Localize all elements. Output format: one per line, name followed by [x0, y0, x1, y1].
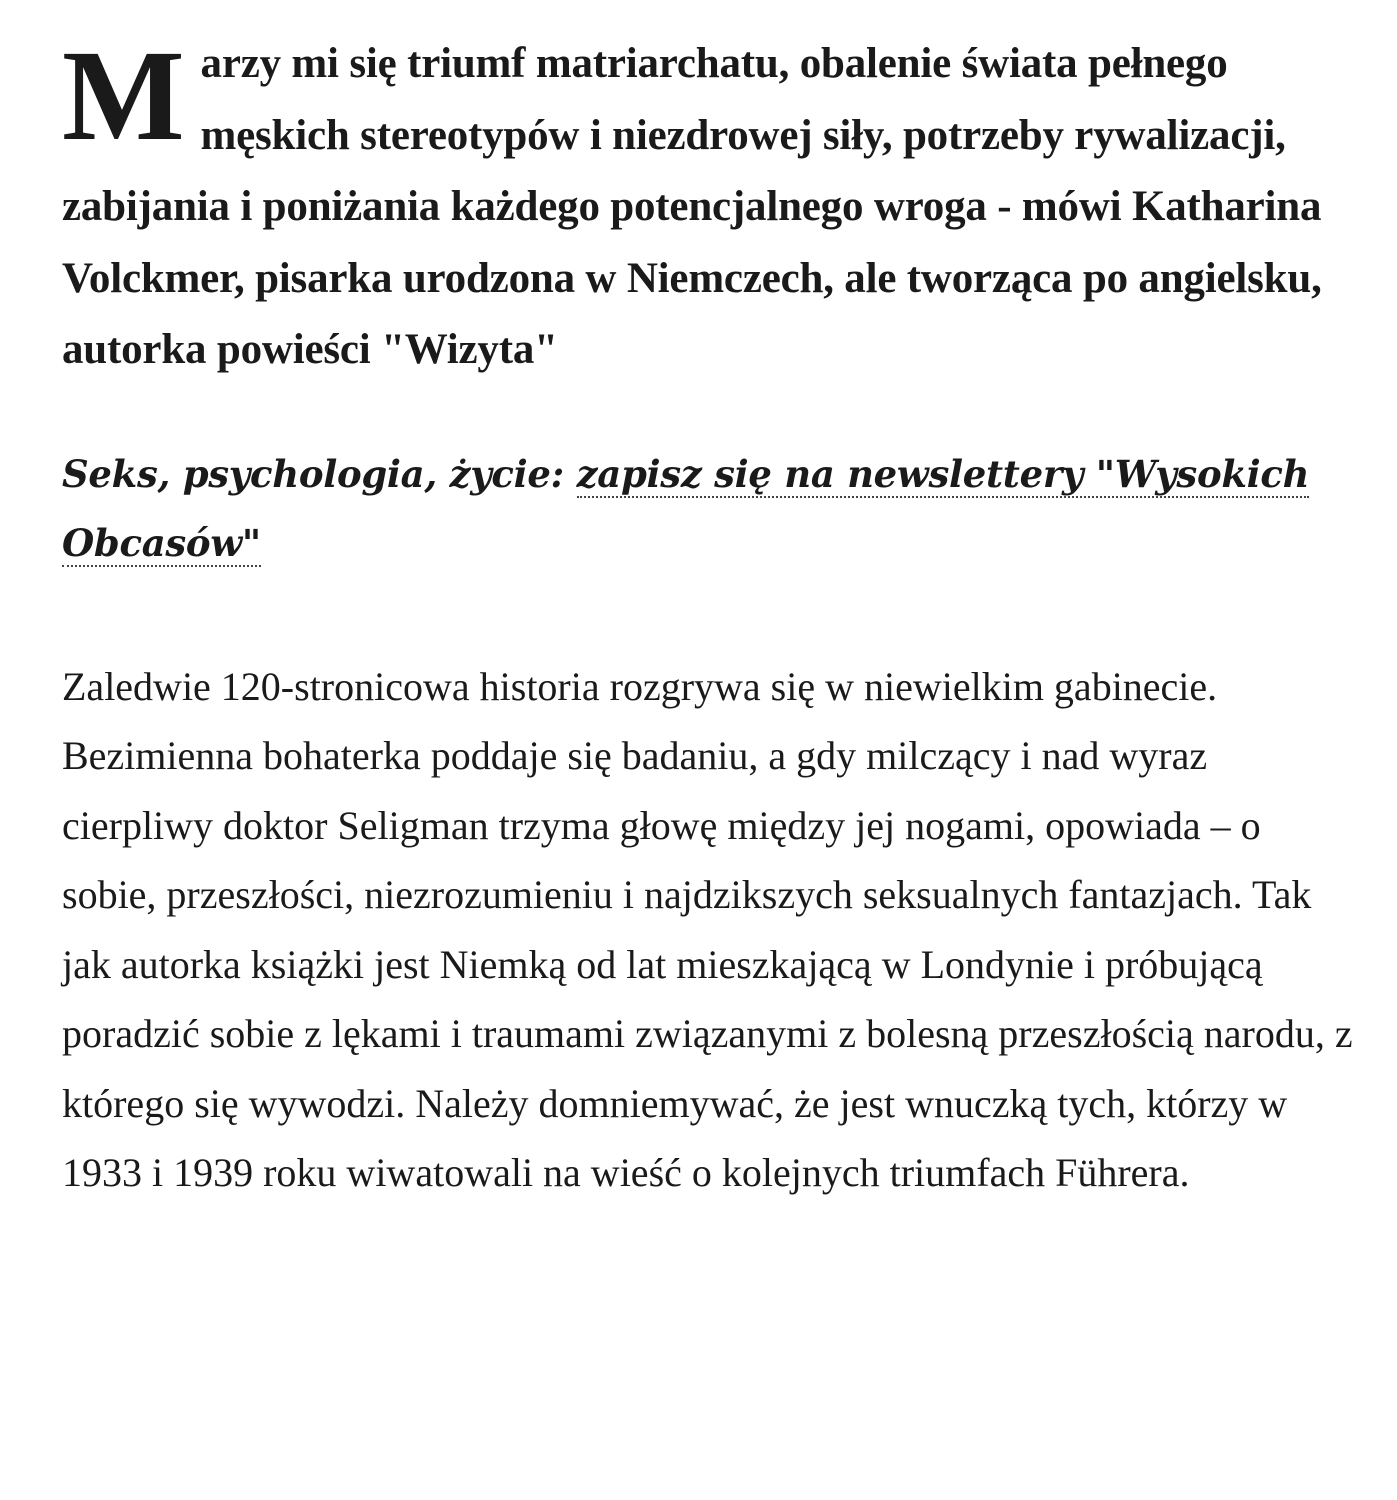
article-body-paragraph: Zaledwie 120-stronicowa historia rozgrywa się w niewielkim gabinecie. Bezimienna bohaterka poddaje się badaniu, a gdy milczący i nad wyraz cierpliwy doktor Seligman trzyma głowę między jej nogami, opowiada – o sobie, przeszłości, niezrozumieniu i najdzikszych seksualnych fantazjach. Tak jak autorka książki jest Niemką od lat mieszkającą w Londynie i próbującą poradzić sobie z lękami i traumami związanymi z bolesną przeszłością narodu, z którego się wywodzi. Należy domniemywać, że jest wnuczką tych, którzy w 1933 i 1939 roku wiwatowali na wieść o kolejnych triumfach Führera. — [62, 663, 1353, 1195]
newsletter-link[interactable]: zapisz się na newslettery "Wysokich Obcasów" — [62, 451, 1310, 565]
newsletter-promo — [62, 440, 1362, 578]
drop-cap: M — [62, 24, 185, 168]
promo-prefix: Seks, psychologia, życie: — [62, 451, 577, 496]
article-lead — [62, 24, 1362, 386]
lead-text: arzy mi się triumf matriarchatu, obalenie świata pełnego męskich stereotypów i niezdrowej siły, potrzeby rywalizacji, zabijania i poniżania każdego potencjalnego wroga - mówi Katharina Volckmer, pisarka urodzona w Niemczech, ale tworząca po angielsku, autorka powieści "Wizyta" — [62, 40, 1322, 373]
article — [62, 24, 1362, 1208]
